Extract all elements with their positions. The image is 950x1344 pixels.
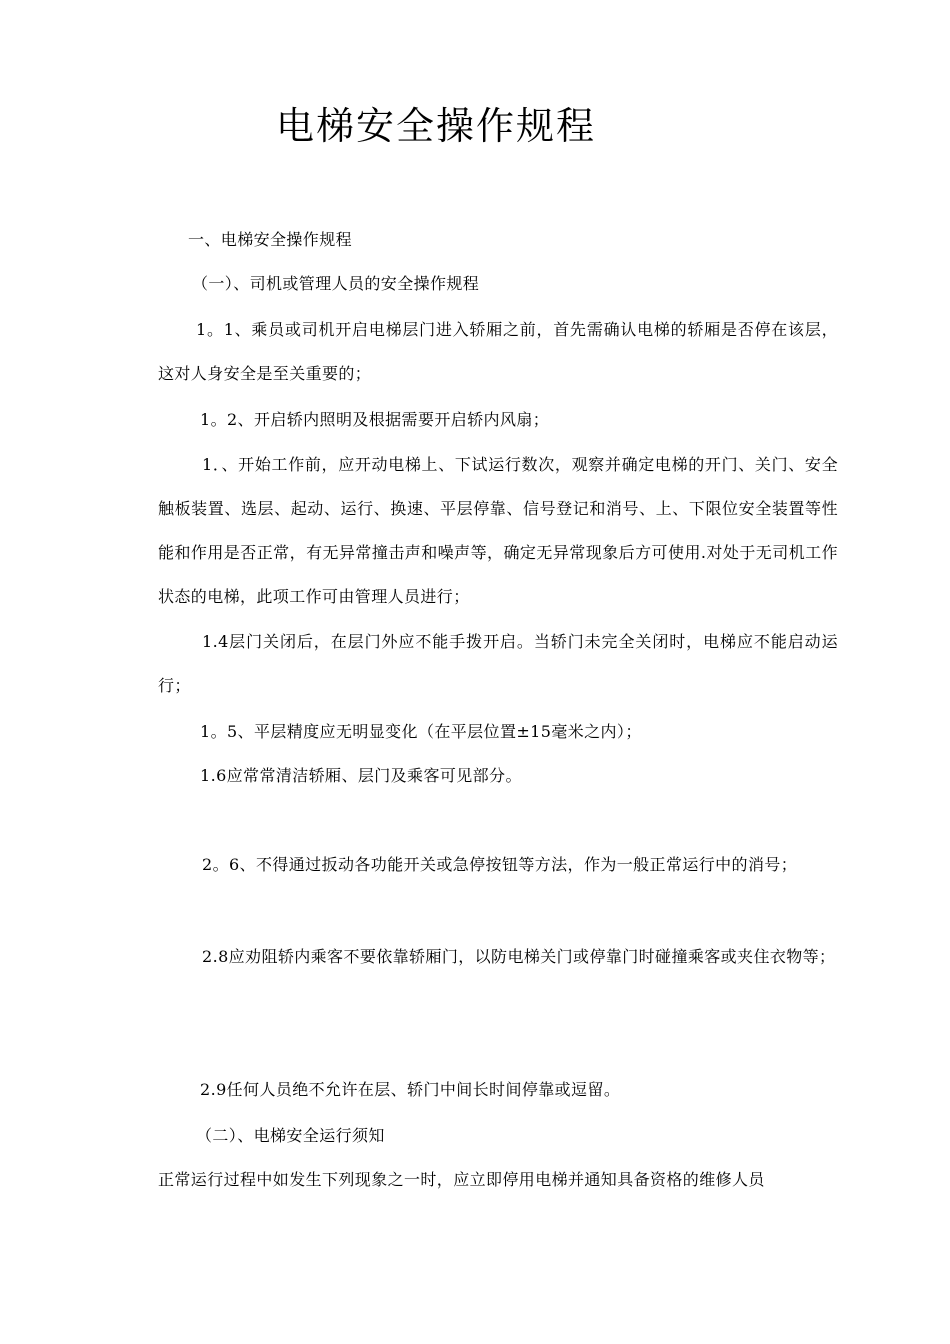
paragraph-2-9: 2.9任何人员绝不允许在层、轿门中间长时间停靠或逗留。: [200, 1080, 621, 1099]
paragraph-1-5: 1。5、平层精度应无明显变化（在平层位置±15毫米之内）；: [200, 722, 642, 741]
subsection-heading-1: （一）、司机或管理人员的安全操作规程: [192, 274, 480, 293]
section-heading-1: 一、电梯安全操作规程: [188, 230, 353, 249]
paragraph-1-1: 1。1、乘员或司机开启电梯层门进入轿厢之前，首先需确认电梯的轿厢是否停在该层，这对人身安全是至关重要的；: [158, 320, 838, 383]
paragraph-1-6: 1.6应常常清洁轿厢、层门及乘客可见部分。: [200, 766, 522, 785]
paragraph-1-3: 1．、开始工作前，应开动电梯上、下试运行数次，观察并确定电梯的开门、关门、安全触板装置、选层、起动、运行、换速、平层停靠、信号登记和消号、上、下限位安全装置等性能和作用是否正常，有无异常撞击声和噪声等，确定无异常现象后方可使用.对处于无司机工作状态的电梯，此项工作可由管理人员进行；: [158, 455, 838, 606]
subsection-heading-2: （二）、电梯安全运行须知: [196, 1126, 385, 1145]
paragraph-1-4: 1.4层门关闭后，在层门外应不能手拨开启。当轿门未完全关闭时，电梯应不能启动运行；: [158, 632, 838, 695]
paragraph-2-8: 2.8应劝阻轿内乘客不要依靠轿厢门，以防电梯关门或停靠门时碰撞乘客或夹住衣物等；: [202, 947, 836, 966]
document-title: 电梯安全操作规程: [276, 104, 597, 148]
paragraph-operation-notice: 正常运行过程中如发生下列现象之一时，应立即停用电梯并通知具备资格的维修人员: [158, 1170, 765, 1189]
paragraph-2-6: 2。6、不得通过扳动各功能开关或急停按钮等方法，作为一般正常运行中的消号；: [202, 855, 798, 874]
paragraph-1-2: 1。2、开启轿内照明及根据需要开启轿内风扇；: [200, 410, 550, 429]
